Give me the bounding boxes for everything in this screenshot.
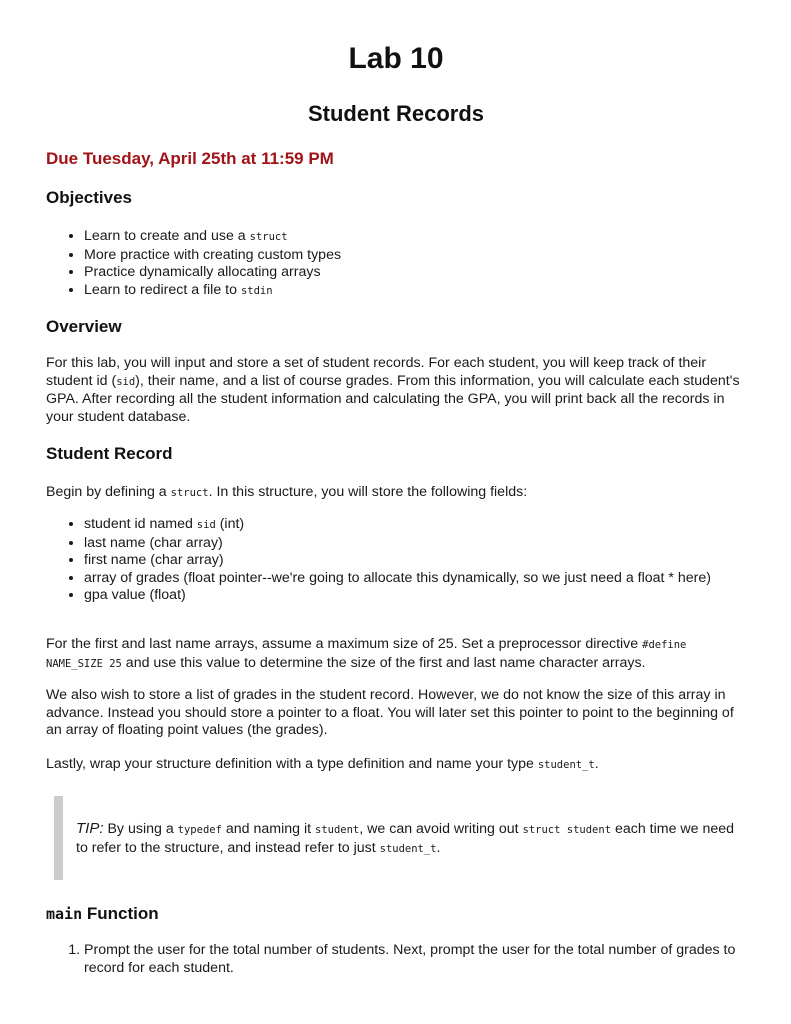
tip-text: TIP: By using a typedef and naming it student, we can avoid writing out struct student each time we need to refer to the structure, and instead refer to just student_t. <box>76 820 735 856</box>
list-item: • gpa value (float) <box>84 587 774 605</box>
grades-paragraph: We also wish to store a list of grades in the student record. However, we do not know the size of this array in advance. Instead you should store a pointer to a float. You will later set this pointer to point to the beginning of an array of floating point values (the grades). <box>46 687 734 738</box>
list-item: 1. Prompt the user for the total number of students. Next, prompt the user for the total number of grades to record for each student. <box>84 942 774 977</box>
list-item: • last name (char array) <box>84 535 774 553</box>
objectives-heading: Objectives <box>46 188 132 207</box>
page-subtitle: Student Records <box>307 101 485 126</box>
main-function-heading: main Function <box>46 904 159 923</box>
list-item: • array of grades (float pointer--we're going to allocate this dynamically, so we just need a float * here) <box>84 570 774 588</box>
list-item: • student id named sid (int) <box>84 516 774 535</box>
typedef-paragraph: Lastly, wrap your structure definition with a type definition and name your type student_t. <box>46 756 599 772</box>
list-item: • first name (char array) <box>84 552 774 570</box>
overview-heading: Overview <box>46 317 122 336</box>
tip-callout <box>54 796 753 880</box>
list-item: • More practice with creating custom types <box>84 247 774 265</box>
student-record-heading: Student Record <box>46 444 173 463</box>
fields-list <box>46 516 774 605</box>
list-item: • Practice dynamically allocating arrays <box>84 264 774 282</box>
due-date: Due Tuesday, April 25th at 11:59 PM <box>46 149 334 168</box>
page-title: Lab 10 <box>348 42 444 75</box>
overview-paragraph: For this lab, you will input and store a set of student records. For each student, you will keep track of their student id (sid), their name, and a list of course grades. From this information, you will calculate each student's GPA. After recording all the student information and calculating the GPA, you will print back all the records in your student database. <box>46 355 740 425</box>
main-steps-list <box>46 942 774 977</box>
name-size-paragraph: For the first and last name arrays, assume a maximum size of 25. Set a preprocessor directive #define NAME_SIZE 25 and use this value to determine the size of the first and last name character arrays. <box>46 636 687 671</box>
student-record-intro: Begin by defining a struct. In this structure, you will store the following fields: <box>46 484 528 500</box>
list-item: • Learn to create and use a struct <box>84 228 774 247</box>
objectives-list <box>46 228 774 300</box>
list-item: • Learn to redirect a file to stdin <box>84 282 774 301</box>
